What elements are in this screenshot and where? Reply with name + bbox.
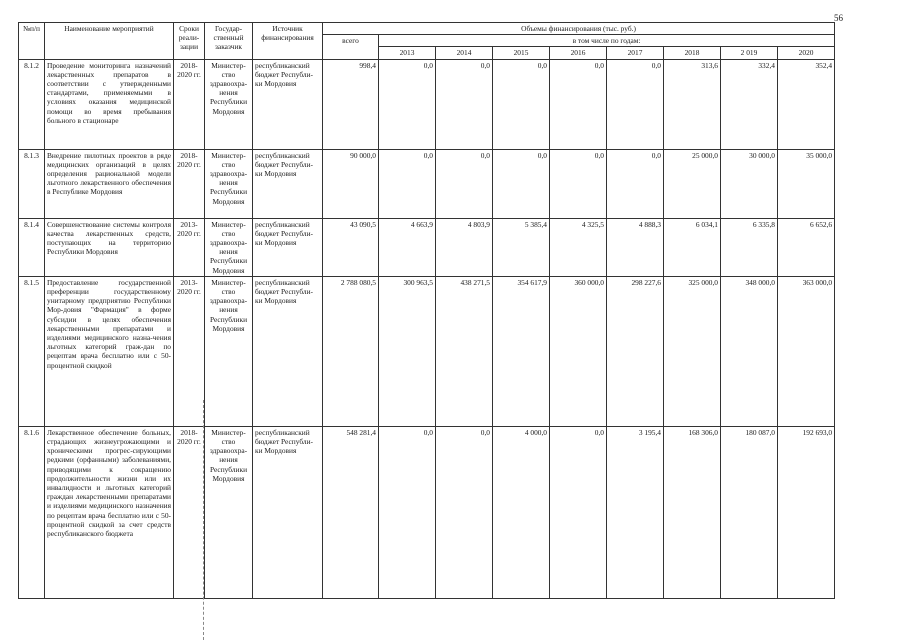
measure-source: республиканский бюджет Республи-ки Мордовия	[253, 59, 323, 149]
year-value: 0,0	[379, 59, 436, 149]
year-value: 4 325,5	[550, 218, 607, 276]
measure-customer: Министер-ство здравоохра-нения Республики Мордовия	[205, 149, 253, 218]
measure-terms: 2018-2020 гг.	[174, 59, 205, 149]
header-year: 2018	[664, 47, 721, 59]
year-value: 180 087,0	[721, 426, 778, 598]
year-value: 354 617,9	[493, 276, 550, 426]
year-value: 0,0	[550, 59, 607, 149]
year-value: 30 000,0	[721, 149, 778, 218]
year-value: 6 034,1	[664, 218, 721, 276]
year-value: 0,0	[607, 59, 664, 149]
year-value: 363 000,0	[778, 276, 835, 426]
header-year: 2020	[778, 47, 835, 59]
financing-table	[18, 22, 835, 599]
measure-source: республиканский бюджет Республи-ки Мордовия	[253, 276, 323, 426]
measure-name: Внедрение пилотных проектов в ряде медицинских организаций в целях определения рациональной модели льготного лекарственного обеспечения в Республике Мордовия	[45, 149, 174, 218]
header-volumes: Объемы финансирования (тыс. руб.)	[323, 23, 835, 35]
year-value: 4 888,3	[607, 218, 664, 276]
year-value: 0,0	[379, 426, 436, 598]
header-year: 2016	[550, 47, 607, 59]
header-year: 2 019	[721, 47, 778, 59]
year-value: 4 803,9	[436, 218, 493, 276]
measure-source: республиканский бюджет Республи-ки Мордовия	[253, 426, 323, 598]
header-year: 2013	[379, 47, 436, 59]
year-value: 168 306,0	[664, 426, 721, 598]
year-value: 4 663,9	[379, 218, 436, 276]
header-year: 2014	[436, 47, 493, 59]
measure-name: Предоставление государственной преференции государственному унитарному предприятию Республики Мор-довия "Фармация" в форме субсидии в целях обеспечения лекарственными препаратами и изделиями медицинского назна-чения льготных категорий граж-дан по рецептам врача бесплатно или с 50-процентной скидкой	[45, 276, 174, 426]
measure-customer: Министер-ство здравоохра-нения Республики Мордовия	[205, 218, 253, 276]
year-value: 6 652,6	[778, 218, 835, 276]
year-value: 6 335,8	[721, 218, 778, 276]
measure-name: Проведение мониторинга назначений лекарственных препаратов в соответствии с утвержденными стандартами, применяемыми в условиях оказания медицинской помощи во время пребывания больного в стационаре	[45, 59, 174, 149]
year-value: 0,0	[436, 59, 493, 149]
total-value: 2 788 080,5	[323, 276, 379, 426]
header-no: №п/п	[19, 23, 45, 60]
table-row	[19, 426, 835, 598]
year-value: 0,0	[493, 59, 550, 149]
year-value: 35 000,0	[778, 149, 835, 218]
total-value: 998,4	[323, 59, 379, 149]
year-value: 0,0	[550, 149, 607, 218]
year-value: 332,4	[721, 59, 778, 149]
scan-fold-line	[203, 400, 204, 640]
year-value: 300 963,5	[379, 276, 436, 426]
row-number: 8.1.6	[19, 426, 45, 598]
header-by-years: в том числе по годам:	[379, 35, 835, 47]
table-row	[19, 149, 835, 218]
year-value: 3 195,4	[607, 426, 664, 598]
year-value: 0,0	[493, 149, 550, 218]
row-number: 8.1.2	[19, 59, 45, 149]
header-name: Наименование мероприятий	[45, 23, 174, 60]
header-total: всего	[323, 35, 379, 59]
year-value: 192 693,0	[778, 426, 835, 598]
total-value: 43 090,5	[323, 218, 379, 276]
year-value: 298 227,6	[607, 276, 664, 426]
measure-name: Лекарственное обеспечение больных, страдающих жизнеугрожающими и хроническими прогрес-сирующими редкими (орфанными) заболеваниями, приводящими к сокращению продолжительности жизни или их инвалидности и льготных категорий граждан лекарственными препаратами и изделиями медицинского назначения по рецептам врача бесплатно или с 50-процентной скидкой за счет средств республиканского бюджета	[45, 426, 174, 598]
table-row	[19, 276, 835, 426]
year-value: 0,0	[436, 426, 493, 598]
measure-customer: Министер-ство здравоохра-нения Республики Мордовия	[205, 276, 253, 426]
measure-terms: 2018-2020 гг.	[174, 149, 205, 218]
measure-terms: 2018-2020 гг.	[174, 426, 205, 598]
row-number: 8.1.4	[19, 218, 45, 276]
year-value: 4 000,0	[493, 426, 550, 598]
total-value: 90 000,0	[323, 149, 379, 218]
table-row	[19, 218, 835, 276]
header-row-1	[19, 23, 835, 35]
measure-name: Совершенствование системы контроля качества лекарственных средств, поступающих на территорию Республики Мордовия	[45, 218, 174, 276]
row-number: 8.1.5	[19, 276, 45, 426]
measure-terms: 2013-2020 гг.	[174, 276, 205, 426]
year-value: 348 000,0	[721, 276, 778, 426]
measure-source: республиканский бюджет Республи-ки Мордовия	[253, 218, 323, 276]
header-source: Источник финансирования	[253, 23, 323, 60]
year-value: 0,0	[607, 149, 664, 218]
measure-source: республиканский бюджет Республи-ки Мордовия	[253, 149, 323, 218]
header-year: 2017	[607, 47, 664, 59]
table-row	[19, 59, 835, 149]
measure-customer: Министер-ство здравоохра-нения Республики Мордовия	[205, 426, 253, 598]
year-value: 25 000,0	[664, 149, 721, 218]
year-value: 0,0	[436, 149, 493, 218]
total-value: 548 281,4	[323, 426, 379, 598]
year-value: 0,0	[379, 149, 436, 218]
page-number: 56	[834, 13, 843, 23]
year-value: 313,6	[664, 59, 721, 149]
measure-customer: Министер-ство здравоохра-нения Республики Мордовия	[205, 59, 253, 149]
year-value: 438 271,5	[436, 276, 493, 426]
header-terms: Сроки реали-зации	[174, 23, 205, 60]
year-value: 325 000,0	[664, 276, 721, 426]
year-value: 5 385,4	[493, 218, 550, 276]
header-customer: Государ-ственный заказчик	[205, 23, 253, 60]
year-value: 352,4	[778, 59, 835, 149]
row-number: 8.1.3	[19, 149, 45, 218]
header-year: 2015	[493, 47, 550, 59]
year-value: 360 000,0	[550, 276, 607, 426]
year-value: 0,0	[550, 426, 607, 598]
measure-terms: 2013-2020 гг.	[174, 218, 205, 276]
